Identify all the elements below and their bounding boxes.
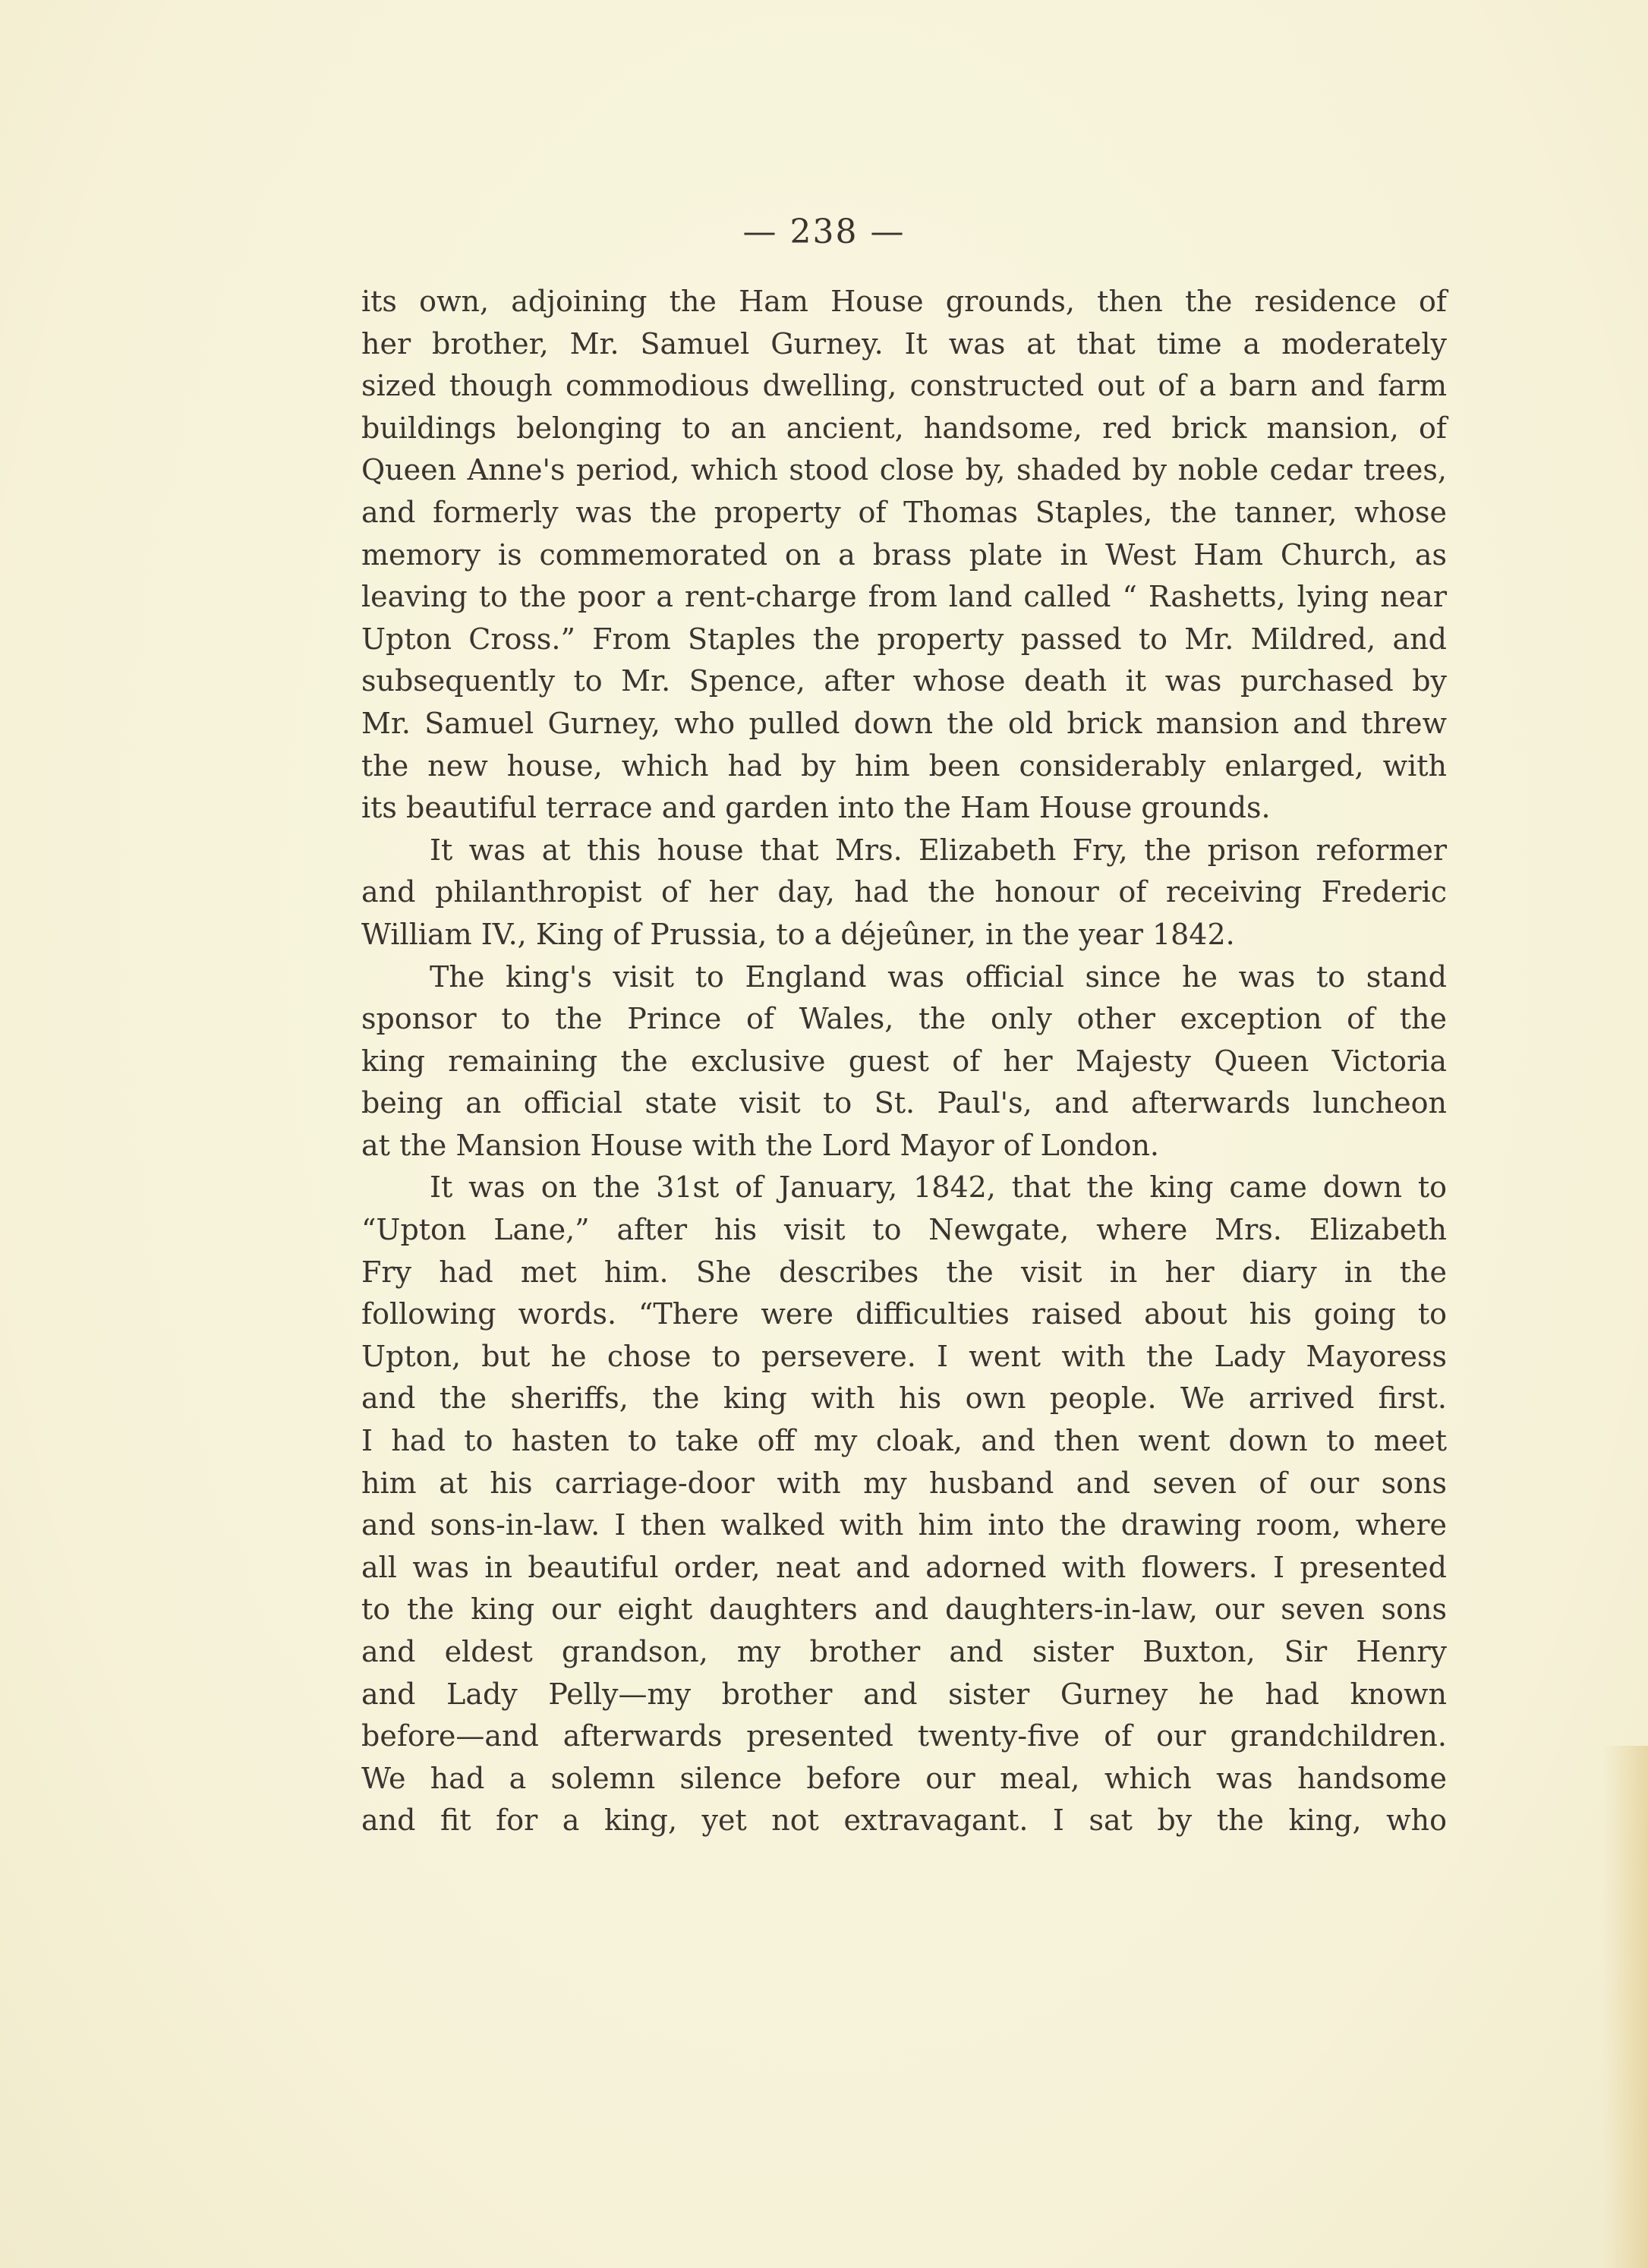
text-line: its own, adjoining the Ham House grounds, then the residence of	[361, 285, 1447, 318]
text-line: Upton Cross.” From Staples the property passed to Mr. Mildred, and	[361, 622, 1447, 656]
text-line: It was at this house that Mrs. Elizabeth Fry, the prison reformer	[430, 833, 1447, 867]
text-line: before—and afterwards presented twenty-five of our grandchildren.	[361, 1719, 1447, 1753]
text-line: Upton, but he chose to persevere. I went with the Lady Mayoress	[361, 1339, 1447, 1373]
page-number: — 238 —	[742, 213, 906, 251]
text-line: him at his carriage-door with my husband and seven of our sons	[361, 1466, 1447, 1500]
text-line: buildings belonging to an ancient, handsome, red brick mansion, of	[361, 411, 1447, 445]
text-line: following words. “There were difficulties raised about his going to	[361, 1297, 1447, 1331]
text-line: to the king our eight daughters and daughters-in-law, our seven sons	[361, 1592, 1447, 1627]
page-edge-stain	[1602, 1746, 1648, 2268]
text-line: its beautiful terrace and garden into the Ham House grounds.	[361, 791, 1271, 825]
text-line: sized though commodious dwelling, constructed out of a barn and farm	[361, 369, 1447, 403]
text-line: sponsor to the Prince of Wales, the only other exception of the	[361, 1002, 1447, 1036]
text-line: Fry had met him. She describes the visit in her diary in the	[361, 1255, 1447, 1289]
text-line: memory is commemorated on a brass plate in West Ham Church, as	[361, 537, 1447, 572]
text-line: and formerly was the property of Thomas Staples, the tanner, whose	[361, 495, 1447, 529]
text-line: and fit for a king, yet not extravagant. I sat by the king, who	[361, 1803, 1447, 1838]
text-line: king remaining the exclusive guest of her Majesty Queen Victoria	[361, 1044, 1447, 1078]
text-line: Queen Anne's period, which stood close by, shaded by noble cedar trees,	[361, 453, 1447, 487]
body-text	[361, 281, 1447, 1842]
text-line: “Upton Lane,” after his visit to Newgate, where Mrs. Elizabeth	[361, 1213, 1447, 1247]
text-line: all was in beautiful order, neat and adorned with flowers. I presented	[361, 1550, 1447, 1584]
text-line: at the Mansion House with the Lord Mayor of London.	[361, 1128, 1160, 1162]
text-line: the new house, which had by him been considerably enlarged, with	[361, 748, 1447, 783]
text-line: and sons-in-law. I then walked with him into the drawing room, where	[361, 1508, 1447, 1542]
text-line: and philanthropist of her day, had the honour of receiving Frederic	[361, 875, 1447, 909]
text-line: and eldest grandson, my brother and sister Buxton, Sir Henry	[361, 1635, 1447, 1668]
text-line: leaving to the poor a rent-charge from land called “ Rashetts, lying near	[361, 580, 1447, 614]
text-line: Mr. Samuel Gurney, who pulled down the old brick mansion and threw	[361, 706, 1447, 740]
text-line: subsequently to Mr. Spence, after whose death it was purchased by	[361, 664, 1447, 698]
text-line: her brother, Mr. Samuel Gurney. It was at that time a moderately	[361, 326, 1447, 361]
text-line: I had to hasten to take off my cloak, and then went down to meet	[361, 1424, 1447, 1458]
text-line: being an official state visit to St. Paul's, and afterwards luncheon	[361, 1086, 1447, 1120]
text-line: and Lady Pelly—my brother and sister Gurney he had known	[361, 1677, 1447, 1711]
text-line: The king's visit to England was official since he was to stand	[430, 959, 1447, 994]
text-line: It was on the 31st of January, 1842, that the king came down to	[430, 1170, 1447, 1205]
text-line: and the sheriffs, the king with his own people. We arrived first.	[361, 1381, 1447, 1416]
text-line: We had a solemn silence before our meal, which was handsome	[361, 1761, 1447, 1795]
text-line: William IV., King of Prussia, to a déjeûner, in the year 1842.	[361, 917, 1235, 951]
